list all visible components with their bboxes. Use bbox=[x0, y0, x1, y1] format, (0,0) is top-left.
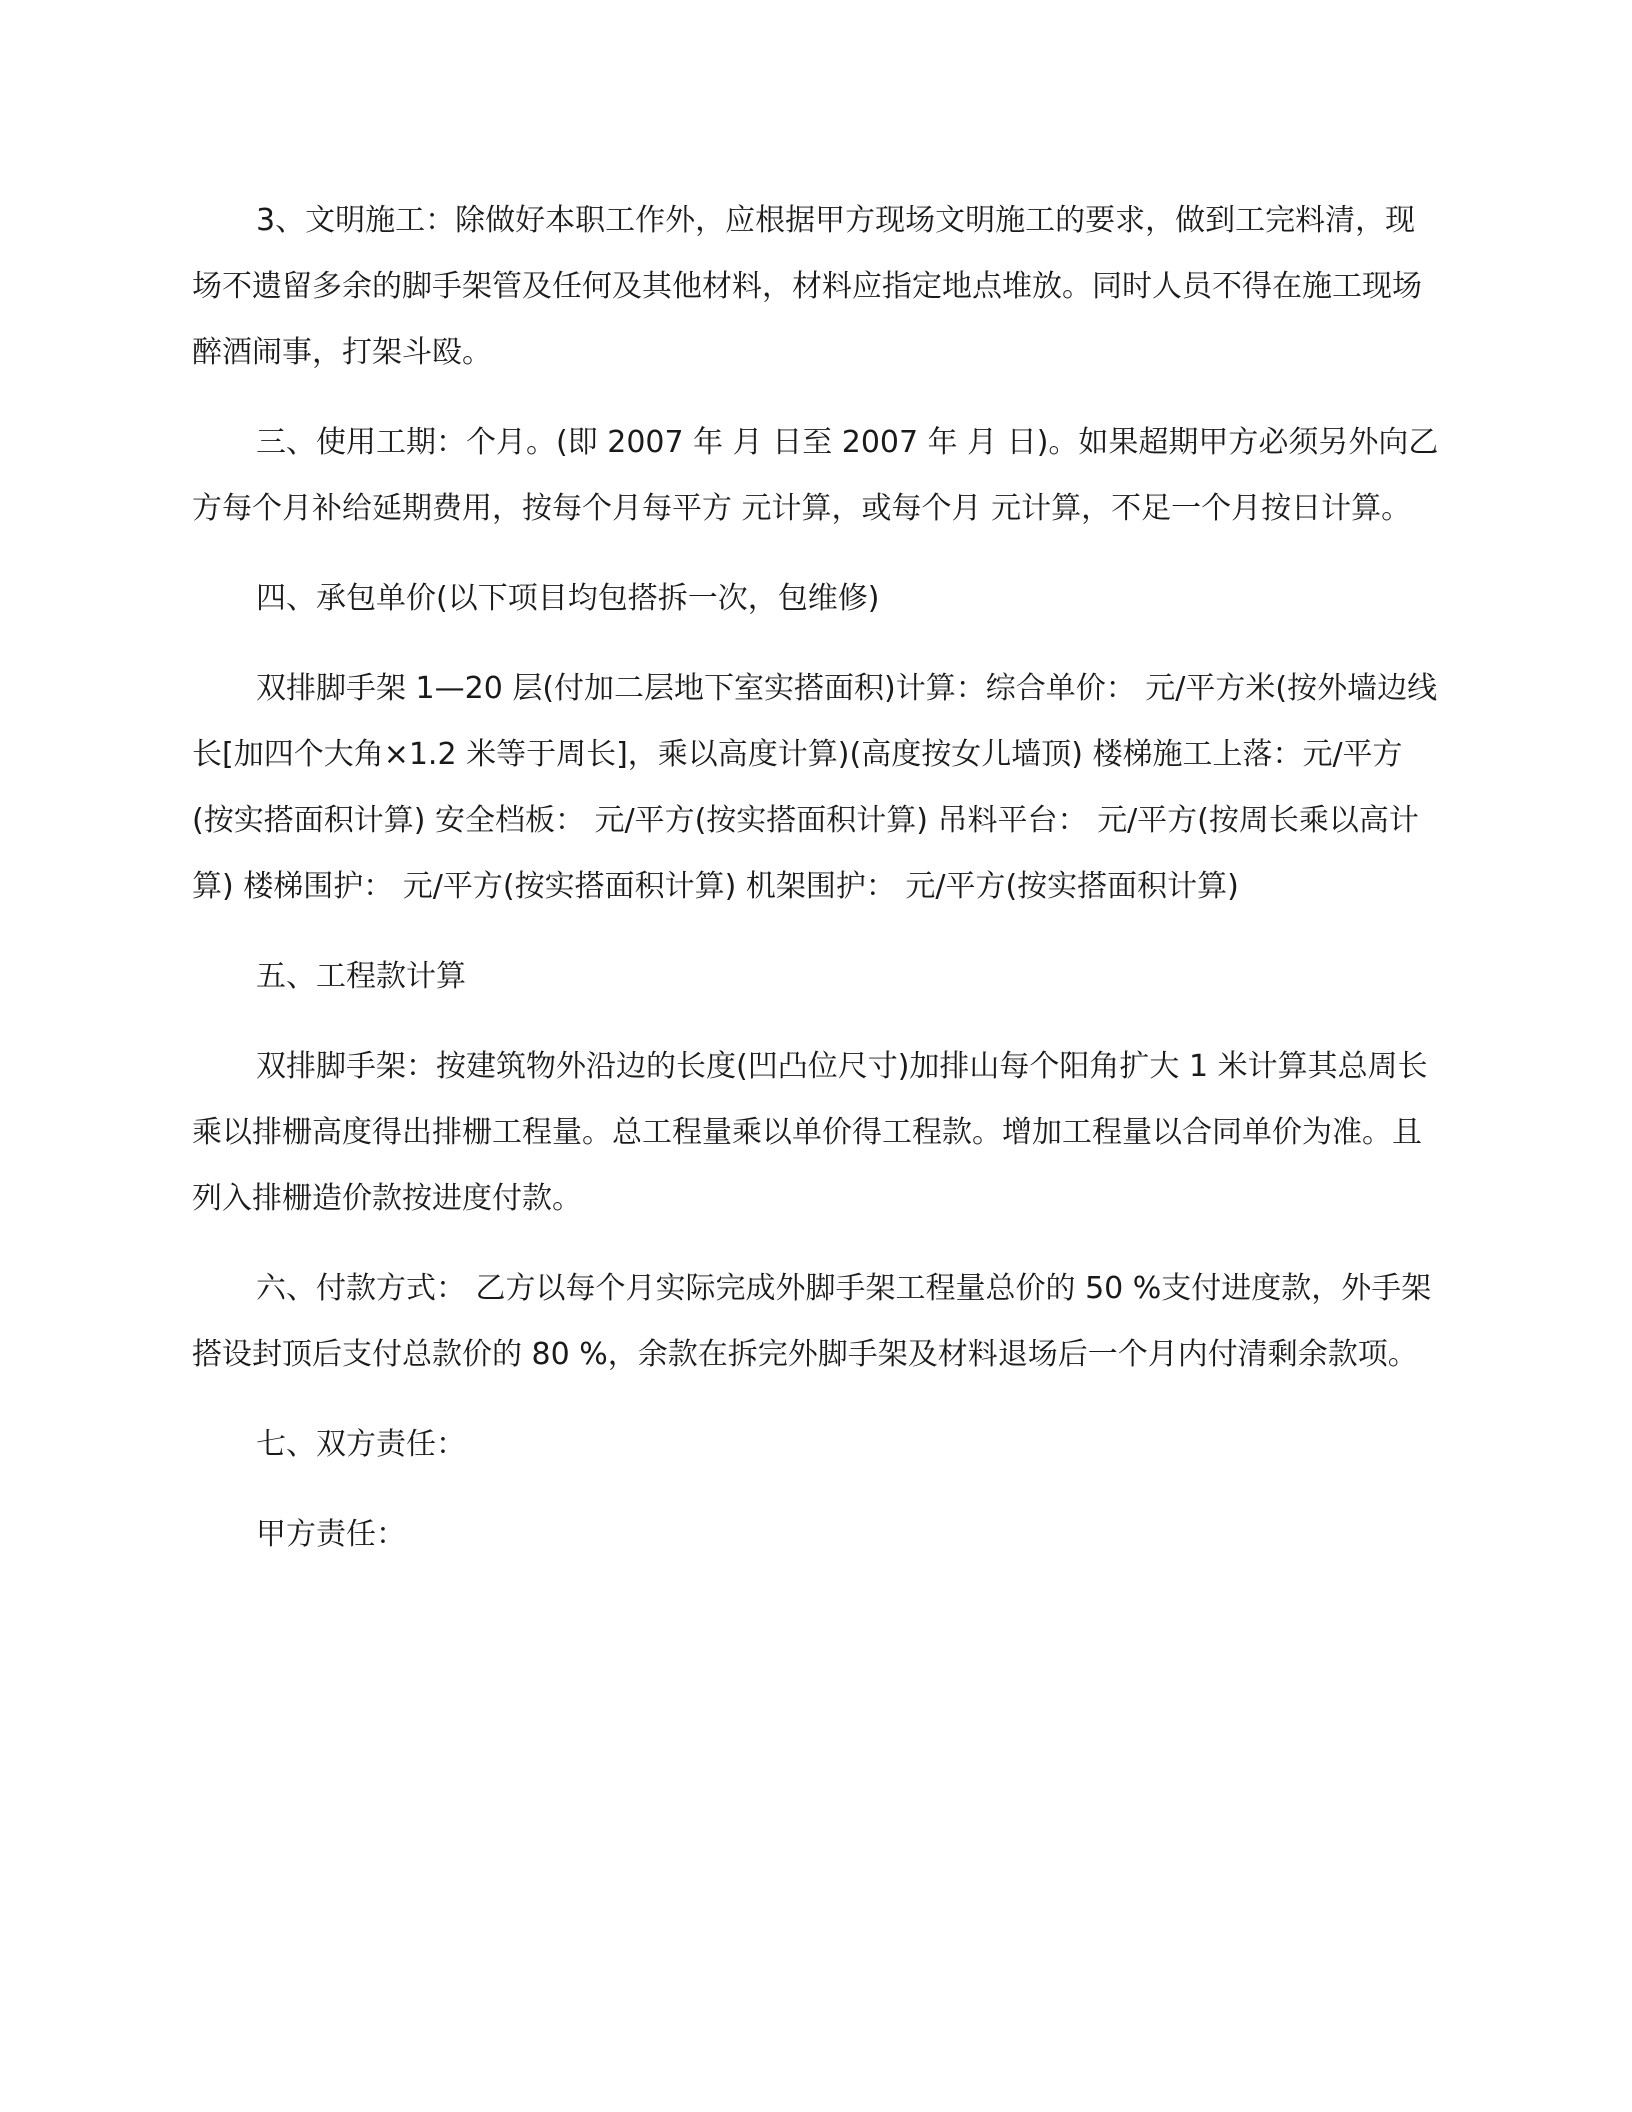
paragraph-construction-period: 三、使用工期：个月。(即 2007 年 月 日至 2007 年 月 日)。如果超期甲方必须另外向乙方每个月补给延期费用，按每个月每平方 元计算，或每个月 元计算，不足一个月按日计算。 bbox=[192, 425, 1439, 526]
paragraph-civilized-construction: 3、文明施工：除做好本职工作外，应根据甲方现场文明施工的要求，做到工完料清，现场不遗留多余的脚手架管及任何及其他材料，材料应指定地点堆放。同时人员不得在施工现场醉酒闹事，打架斗殴。 bbox=[192, 203, 1422, 370]
subheading-party-a-responsibilities: 甲方责任： bbox=[256, 1517, 406, 1552]
section-heading-responsibilities: 七、双方责任： bbox=[256, 1427, 466, 1462]
paragraph-payment-calculation: 双排脚手架：按建筑物外沿边的长度(凹凸位尺寸)加排山每个阳角扩大 1 米计算其总周长乘以排栅高度得出排栅工程量。总工程量乘以单价得工程款。增加工程量以合同单价为准。且列入排栅造价款按进度付款。 bbox=[192, 1049, 1428, 1216]
section-heading-payment-calculation: 五、工程款计算 bbox=[256, 959, 466, 994]
paragraph-payment-method: 六、付款方式： 乙方以每个月实际完成外脚手架工程量总价的 50 %支付进度款，外手架搭设封顶后支付总款价的 80 %，余款在拆完外脚手架及材料退场后一个月内付清剩余款项。 bbox=[192, 1271, 1432, 1372]
section-heading-unit-price: 四、承包单价(以下项目均包搭拆一次，包维修) bbox=[256, 581, 880, 616]
paragraph-unit-price-details: 双排脚手架 1—20 层(付加二层地下室实搭面积)计算：综合单价： 元/平方米(按外墙边线长[加四个大角×1.2 米等于周长]，乘以高度计算)(高度按女儿墙顶) 楼梯施工上落：元/平方(按实搭面积计算) 安全档板： 元/平方(按实搭面积计算) 吊料平台： 元/平方(按周长乘以高计算) 楼梯围护： 元/平方(按实搭面积计算) 机架围护： 元/平方(按实搭面积计算) bbox=[192, 671, 1438, 904]
document-body bbox=[192, 188, 1442, 1592]
